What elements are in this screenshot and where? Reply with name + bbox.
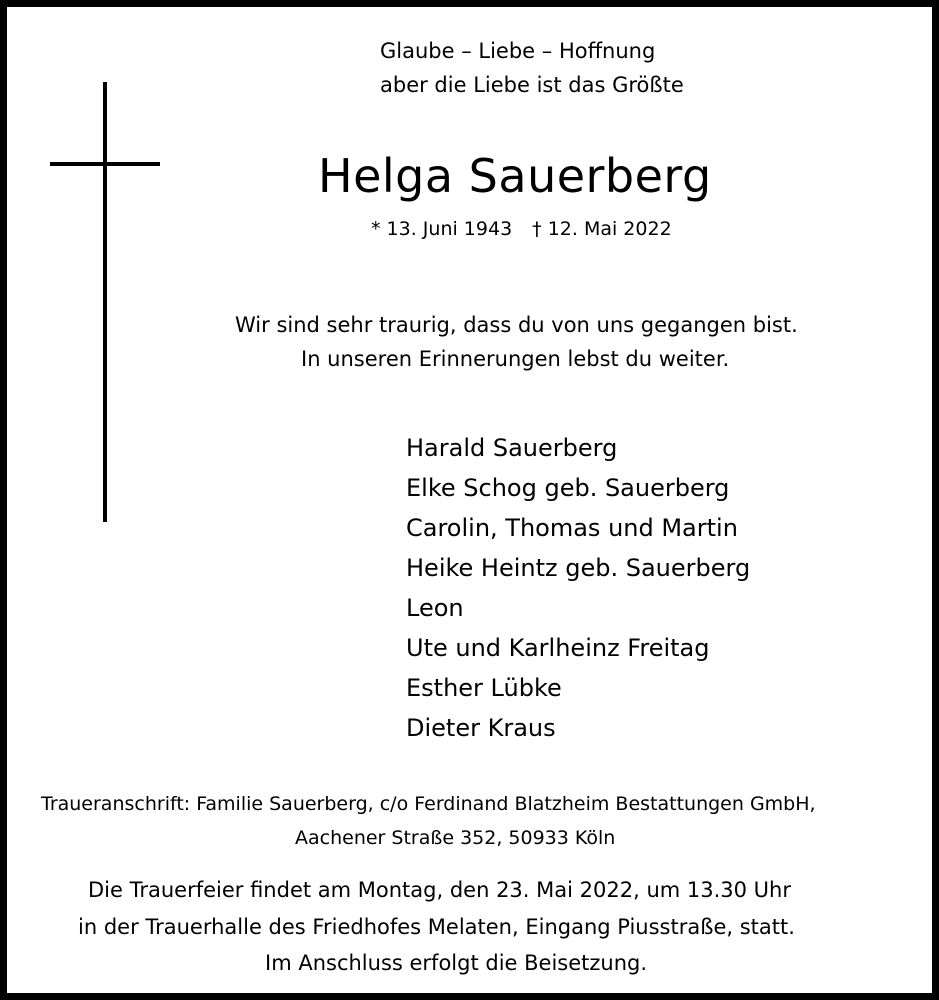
mourner-name: Leon — [406, 594, 464, 622]
deceased-name: Helga Sauerberg — [318, 149, 712, 203]
mourner-name: Carolin, Thomas und Martin — [406, 514, 738, 542]
mourner-name: Esther Lübke — [406, 674, 562, 702]
mourner-name: Harald Sauerberg — [406, 434, 618, 462]
service-line-2: in der Trauerhalle des Friedhofes Melaten, Eingang Piusstraße, statt. — [78, 915, 795, 939]
address-line-1: Traueranschrift: Familie Sauerberg, c/o Ferdinand Blatzheim Bestattungen GmbH, — [41, 793, 816, 815]
mourners-list — [406, 428, 750, 748]
motto-line-2: aber die Liebe ist das Größte — [380, 73, 684, 97]
mourner-name: Heike Heintz geb. Sauerberg — [406, 554, 751, 582]
cross-vertical-bar — [103, 82, 107, 522]
mourner-name: Dieter Kraus — [406, 714, 556, 742]
address-line-2: Aachener Straße 352, 50933 Köln — [295, 827, 616, 849]
service-line-1: Die Trauerfeier findet am Montag, den 23. Mai 2022, um 13.30 Uhr — [88, 878, 791, 902]
verse-line-2: In unseren Erinnerungen lebst du weiter. — [301, 347, 730, 371]
life-dates — [371, 215, 672, 243]
mourner-name: Ute und Karlheinz Freitag — [406, 634, 710, 662]
service-line-3: Im Anschluss erfolgt die Beisetzung. — [265, 951, 648, 975]
verse-line-1: Wir sind sehr traurig, dass du von uns gegangen bist. — [235, 313, 798, 337]
cross-horizontal-bar — [50, 162, 160, 166]
mourner-name: Elke Schog geb. Sauerberg — [406, 474, 730, 502]
birth-date: * 13. Juni 1943 — [371, 218, 513, 240]
death-date: † 12. Mai 2022 — [532, 218, 672, 240]
motto-line-1: Glaube – Liebe – Hoffnung — [380, 39, 656, 63]
